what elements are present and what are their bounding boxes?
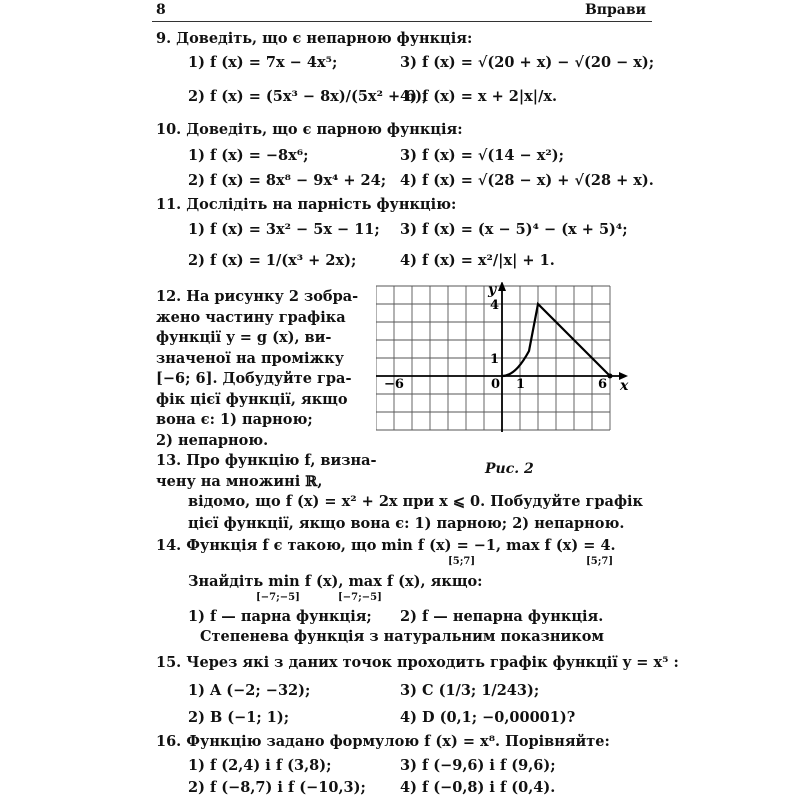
exercise-13-line: чену на множині ℝ, bbox=[156, 472, 323, 490]
exercise-11-item-1: 1) f (x) = 3x² − 5x − 11; bbox=[188, 221, 380, 238]
exercise-14-line-2: Знайдіть min f (x), max f (x), якщо: bbox=[188, 573, 483, 590]
exercise-15-title: 15. Через які з даних точок проходить графік функції y = x⁵ : bbox=[156, 654, 679, 671]
tick-label-origin: 0 bbox=[491, 377, 501, 392]
tick-label-y-four: 4 bbox=[490, 298, 500, 313]
exercise-10-item-2: 2) f (x) = 8x⁸ − 9x⁴ + 24; bbox=[188, 172, 387, 189]
tick-label-x-one: 1 bbox=[516, 377, 526, 392]
exercise-9-item-1: 1) f (x) = 7x − 4x⁵; bbox=[188, 54, 338, 71]
exercise-15-item-1: 1) A (−2; −32); bbox=[188, 682, 311, 699]
section-heading: Степенева функція з натуральним показником bbox=[199, 628, 605, 645]
exercise-10-title: 10. Доведіть, що є парною функція: bbox=[156, 121, 463, 138]
exercise-11-item-3: 3) f (x) = (x − 5)⁴ − (x + 5)⁴; bbox=[400, 221, 628, 238]
exercise-16-item-3: 3) f (−9,6) і f (9,6); bbox=[400, 757, 556, 774]
max-subscript-2: [−7;−5] bbox=[338, 592, 382, 603]
y-axis-arrow bbox=[498, 282, 506, 291]
exercise-12-line: значеної на проміжку bbox=[156, 349, 344, 367]
exercise-10-item-4: 4) f (x) = √(28 − x) + √(28 + x). bbox=[400, 172, 654, 189]
exercise-11-title: 11. Дослідіть на парність функцію: bbox=[156, 196, 457, 213]
tick-label-x-pos: 6 bbox=[598, 377, 608, 392]
exercise-12-line: жено частину графіка bbox=[156, 308, 346, 326]
section-title: Вправи bbox=[584, 2, 646, 18]
tick-label-y-one: 1 bbox=[490, 352, 500, 367]
exercise-14-option-1: 1) f — парна функція; bbox=[188, 608, 372, 625]
exercise-12-line: вона є: 1) парною; bbox=[156, 411, 313, 428]
exercise-14-option-2: 2) f — непарна функція. bbox=[400, 608, 604, 625]
exercise-16-title: 16. Функцію задано формулою f (x) = x⁸. Порівняйте: bbox=[156, 733, 610, 750]
exercise-9-title: 9. Доведіть, що є непарною функція: bbox=[156, 30, 473, 47]
figure-2-graph bbox=[376, 282, 638, 452]
figure-caption: Рис. 2 bbox=[485, 461, 534, 477]
min-subscript-2: [−7;−5] bbox=[256, 592, 300, 603]
textbook-page bbox=[152, 0, 679, 800]
page-number: 8 bbox=[156, 2, 166, 18]
exercise-16-item-1: 1) f (2,4) і f (3,8); bbox=[188, 757, 332, 774]
exercise-13-text-2: цієї функції, якщо вона є: 1) парною; 2) непарною. bbox=[188, 515, 625, 532]
max-subscript-1: [5;7] bbox=[586, 556, 614, 567]
exercise-12-line: фік цієї функції, якщо bbox=[156, 390, 348, 408]
exercise-11-item-2: 2) f (x) = 1/(x³ + 2x); bbox=[188, 252, 357, 269]
graph-endpoint bbox=[608, 374, 613, 379]
exercise-15-item-2: 2) B (−1; 1); bbox=[188, 709, 290, 726]
tick-label-x-neg: −6 bbox=[384, 377, 404, 392]
x-axis-label: x bbox=[620, 378, 629, 394]
exercise-10-item-3: 3) f (x) = √(14 − x²); bbox=[400, 147, 564, 164]
exercise-13-line: 13. Про функцію f, визна- bbox=[156, 452, 377, 469]
exercise-9-item-3: 3) f (x) = √(20 + x) − √(20 − x); bbox=[400, 54, 655, 71]
exercise-11-item-4: 4) f (x) = x²/|x| + 1. bbox=[400, 252, 555, 269]
exercise-14-line-1: 14. Функція f є такою, що min f (x) = −1, max f (x) = 4. bbox=[156, 537, 616, 554]
exercise-16-item-4: 4) f (−0,8) і f (0,4). bbox=[400, 779, 556, 796]
exercise-15-item-4: 4) D (0,1; −0,00001)? bbox=[400, 709, 576, 726]
header-rule bbox=[152, 21, 652, 22]
exercise-12-line: [−6; 6]. Добудуйте гра- bbox=[156, 370, 352, 387]
exercise-12-line: функції y = g (x), ви- bbox=[156, 329, 332, 346]
exercise-12-text bbox=[156, 287, 377, 492]
exercise-9-item-4: 4) f (x) = x + 2|x|/x. bbox=[400, 88, 558, 105]
exercise-10-item-1: 1) f (x) = −8x⁶; bbox=[188, 147, 309, 164]
exercise-15-item-3: 3) C (1/3; 1/243); bbox=[400, 682, 540, 699]
min-subscript-1: [5;7] bbox=[448, 556, 476, 567]
y-axis-label: y bbox=[488, 282, 497, 298]
exercise-12-line: 2) непарною. bbox=[156, 431, 269, 449]
exercise-16-item-2: 2) f (−8,7) і f (−10,3); bbox=[188, 779, 366, 796]
exercise-12-line: 12. На рисунку 2 зобра- bbox=[156, 288, 359, 305]
exercise-9-item-2: 2) f (x) = (5x³ − 8x)/(5x² + 6); bbox=[188, 88, 428, 105]
exercise-13-text-1: відомо, що f (x) = x² + 2x при x ⩽ 0. Побудуйте графік bbox=[188, 493, 643, 510]
